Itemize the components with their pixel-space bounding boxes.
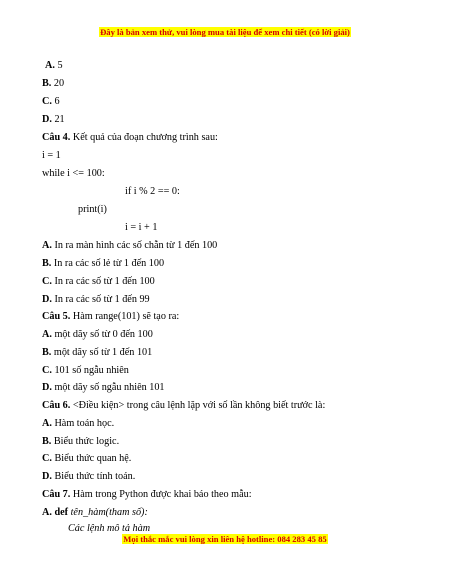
option-d: D. 21 <box>42 114 65 125</box>
option-a: A. 5 <box>45 60 63 71</box>
code-line: while i <= 100: <box>42 168 105 179</box>
question-4: Câu 4. Kết quả của đoạn chương trình sau: <box>42 132 218 143</box>
q7-option-a-body: Các lệnh mô tả hàm <box>68 523 151 534</box>
question-6: Câu 6. <Điều kiện> trong câu lệnh lặp với số lần không biết trước là: <box>42 400 326 411</box>
hotline-banner: Mọi thắc mắc vui lòng xin liên hệ hotline: 084 283 45 85 <box>123 534 327 544</box>
code-line: if i % 2 == 0: <box>125 186 180 197</box>
code-line: i = 1 <box>42 150 61 161</box>
q6-option-b: B. Biểu thức logic. <box>42 436 120 447</box>
q4-option-d: D. In ra các số từ 1 đến 99 <box>42 294 150 305</box>
q4-option-b: B. In ra các số lẻ từ 1 đến 100 <box>42 258 165 269</box>
q6-option-d: D. Biểu thức tính toán. <box>42 471 136 482</box>
q6-option-c: C. Biểu thức quan hệ. <box>42 453 132 464</box>
option-b: B. 20 <box>42 78 65 89</box>
preview-notice-banner: Đây là bản xem thử, vui lòng mua tài liệu để xem chi tiết (có lời giải) <box>100 27 350 37</box>
q4-option-c: C. In ra các số từ 1 đến 100 <box>42 276 155 287</box>
q5-option-a: A. một dãy số từ 0 đến 100 <box>42 329 153 340</box>
q5-option-d: D. một dãy số ngẫu nhiên 101 <box>42 382 165 393</box>
q5-option-b: B. một dãy số từ 1 đến 101 <box>42 347 153 358</box>
code-line: i = i + 1 <box>125 222 158 233</box>
code-line: print(i) <box>78 204 107 215</box>
q7-option-a: A. def tên_hàm(tham số): <box>42 507 148 518</box>
q4-option-a: A. In ra màn hình các số chẵn từ 1 đến 100 <box>42 240 218 251</box>
question-5: Câu 5. Hàm range(101) sẽ tạo ra: <box>42 311 180 322</box>
question-7: Câu 7. Hàm trong Python được khai báo theo mẫu: <box>42 489 252 500</box>
option-c: C. 6 <box>42 96 60 107</box>
q6-option-a: A. Hàm toán học. <box>42 418 115 429</box>
q5-option-c: C. 101 số ngẫu nhiên <box>42 365 129 376</box>
